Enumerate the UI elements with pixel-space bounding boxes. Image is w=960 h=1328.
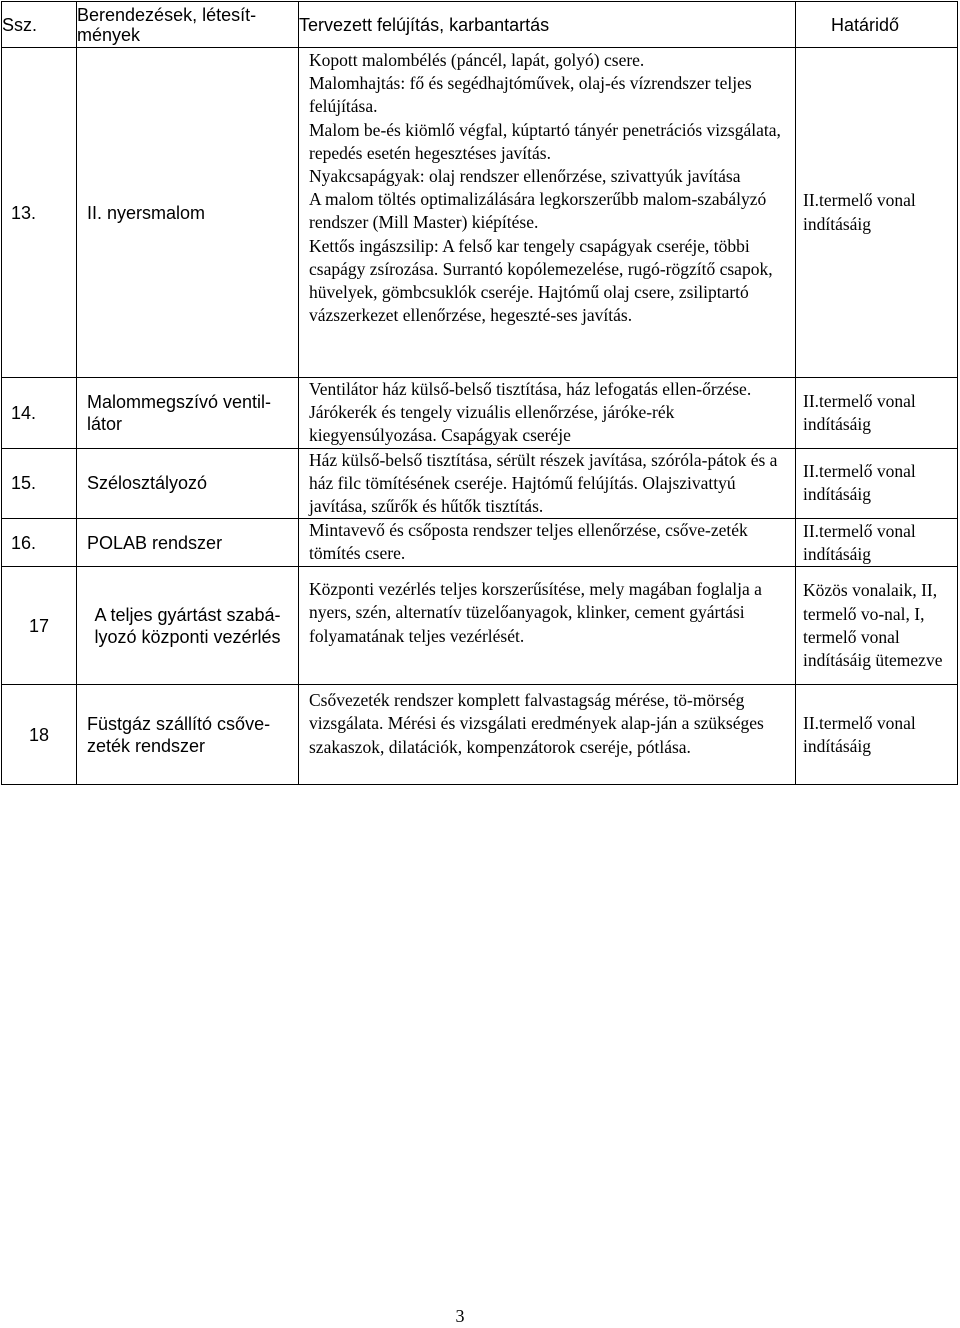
row-deadline: II.termelő vonal indításáig <box>796 519 958 567</box>
table-row <box>2 567 958 685</box>
row-object: A teljes gyártást szabá-lyozó központi vezérlés <box>77 567 299 685</box>
row-task <box>299 567 796 685</box>
page-number: 3 <box>455 1306 465 1326</box>
task-line: Kopott malombélés (páncél, lapát, golyó) csere. <box>309 50 645 70</box>
header-objects-line2: mények <box>77 24 141 45</box>
header-deadline: Határidő <box>796 2 958 48</box>
row-deadline: II.termelő vonal indításáig <box>796 448 958 519</box>
header-ssz: Ssz. <box>2 2 77 48</box>
table-row <box>2 519 958 567</box>
task-line: Nyakcsapágyak: olaj rendszer ellenőrzése, szivattyúk javítása <box>309 166 741 187</box>
task-line: Ház külső-belső tisztítása, sérült részek javítása, szóróla-pátok és a ház filc tömítésének cseréje. Hajtómű felújítás. Olajszivattyú javítása, szűrők és hűtők tisztítás. <box>309 449 778 517</box>
row-object: Malommegszívó ventil-látor <box>77 378 299 449</box>
row-task <box>299 685 796 785</box>
task-line: Kettős ingászsilip: A felső kar tengely csapágyak cseréje, többi csapágy zsírozása. Surrantó kopólemezelése, rugó-rögzítő csapok, hüvelyek, gömbcsuklók cseréje. Hajtómű olaj csere, zsiliptartó vázszerkezet ellenőrzése, hegeszté-ses javítás. <box>309 235 773 326</box>
row-number: 18 <box>2 685 77 785</box>
table-row <box>2 378 958 449</box>
table-row <box>2 685 958 785</box>
row-deadline: II.termelő vonal indításáig <box>796 685 958 785</box>
header-objects <box>77 2 299 48</box>
row-object: Füstgáz szállító csőve-zeték rendszer <box>77 685 299 785</box>
task-line: Malom be-és kiömlő végfal, kúptartó tányér penetrációs vizsgálata, repedés esetén hegesztéses javítás. <box>309 119 781 163</box>
row-number: 14. <box>2 378 77 449</box>
header-task: Tervezett felújítás, karbantartás <box>299 2 796 48</box>
header-objects-line1: Berendezések, létesít- <box>77 4 257 25</box>
row-task <box>299 48 796 378</box>
row-task <box>299 378 796 449</box>
table-header-row <box>2 2 958 48</box>
row-deadline: II.termelő vonal indításáig <box>796 48 958 378</box>
task-line: A malom töltés optimalizálására legkorszerűbb malom-szabályzó rendszer (Mill Master) kiépítése. <box>309 189 767 233</box>
row-task <box>299 448 796 519</box>
row-object: Szélosztályozó <box>77 448 299 519</box>
maintenance-plan-table <box>1 1 958 785</box>
task-line: Központi vezérlés teljes korszerűsítése, mely magában foglalja a nyers, szén, alternatív tüzelőanyagok, klinker, cement gyártási folyamatának teljes vezérlését. <box>309 579 762 646</box>
task-line: Malomhajtás: fő és segédhajtóművek, olaj-és vízrendszer teljes felújítása. <box>309 73 752 117</box>
task-line: Mintavevő és csőposta rendszer teljes ellenőrzése, csőve-zeték tömítés csere. <box>309 520 748 564</box>
row-deadline: II.termelő vonal indításáig <box>796 378 958 449</box>
task-line: Ventilátor ház külső-belső tisztítása, ház lefogatás ellen-őrzése. Járókerék és tengely vizuális ellenőrzése, járóke-rék kiegyensúlyozása. Csapágyak cseréje <box>309 379 752 446</box>
row-number: 17 <box>2 567 77 685</box>
row-number: 16. <box>2 519 77 567</box>
row-number: 13. <box>2 48 77 378</box>
table-row <box>2 448 958 519</box>
table-row <box>2 48 958 378</box>
row-number: 15. <box>2 448 77 519</box>
row-object: POLAB rendszer <box>77 519 299 567</box>
row-deadline: Közös vonalaik, II, termelő vo-nal, I, termelő vonal indításáig ütemezve <box>796 567 958 685</box>
row-task <box>299 519 796 567</box>
row-object: II. nyersmalom <box>77 48 299 378</box>
task-line: Csővezeték rendszer komplett falvastagság mérése, tö-mörség vizsgálata. Mérési és vizsgálati eredmények alap-ján a szükséges szakaszok, dilatációk, kompenzátorok cseréje, pótlása. <box>309 690 764 757</box>
